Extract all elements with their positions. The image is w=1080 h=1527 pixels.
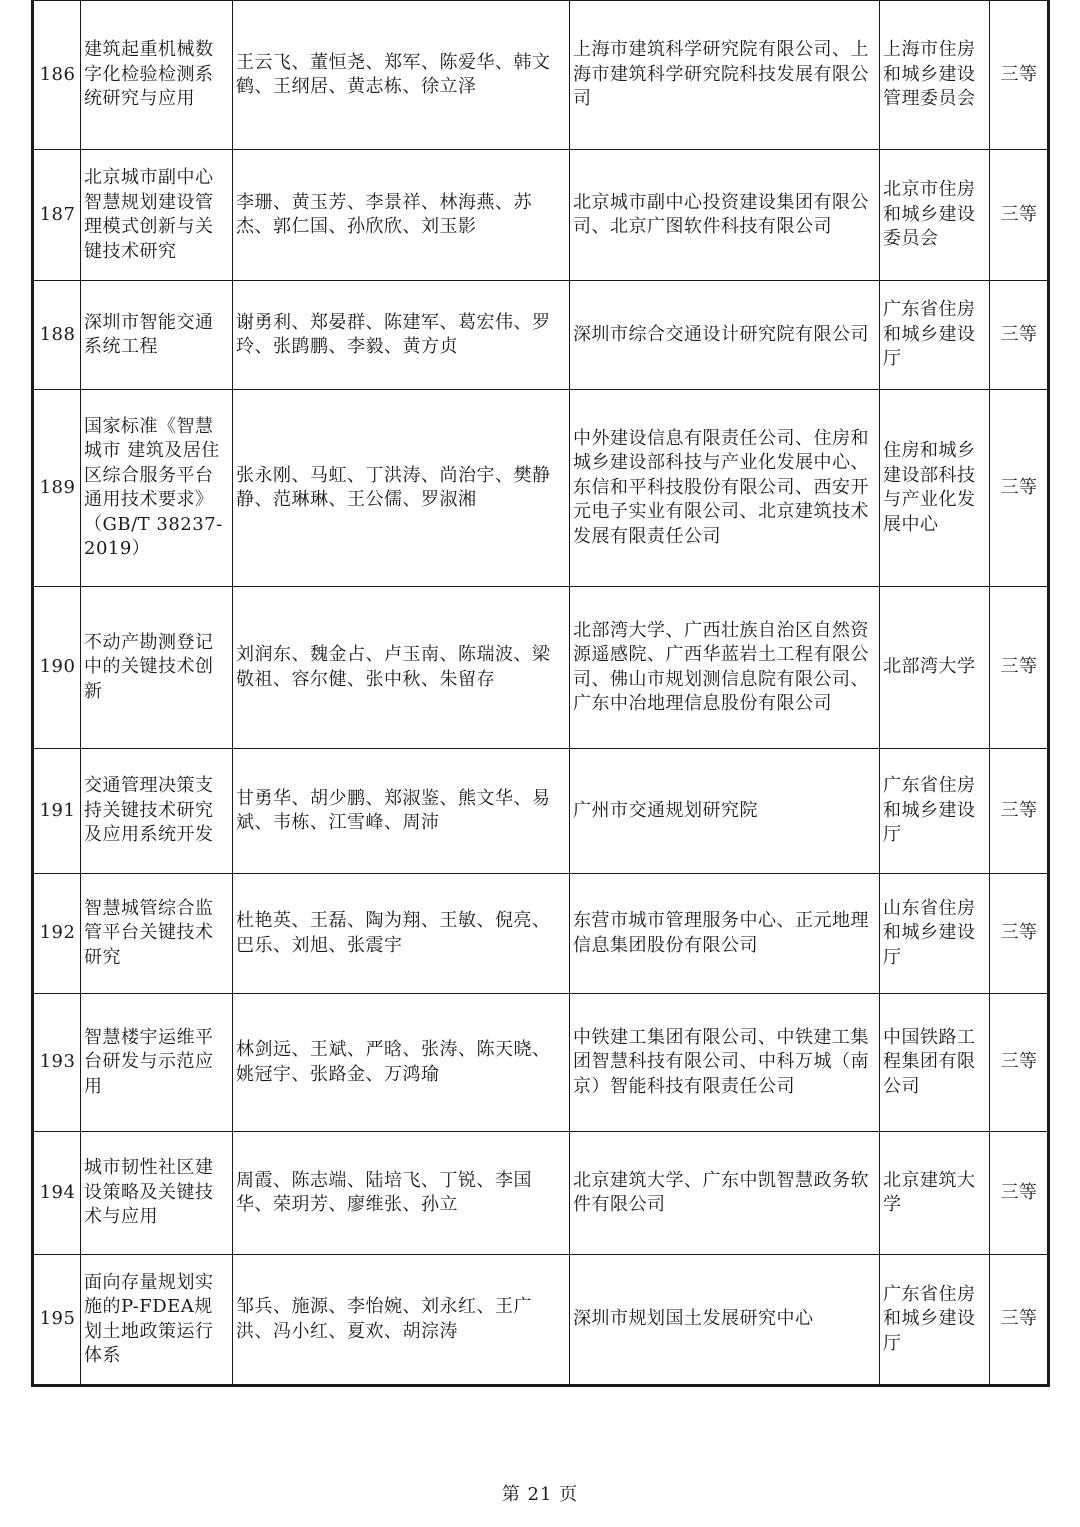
project-name: 不动产勘测登记中的关键技术创新: [81, 587, 233, 749]
main-contributors: 杜艳英、王磊、陶为翔、王敏、倪亮、巴乐、刘旭、张震宇: [233, 874, 570, 994]
award-grade: 三等: [990, 874, 1049, 994]
main-contributors: 王云飞、董恒尧、郑军、陈爱华、韩文鹤、王纲居、黄志栋、徐立泽: [233, 1, 570, 150]
main-contributors: 李珊、黄玉芳、李景祥、林海燕、苏杰、郭仁国、孙欣欣、刘玉影: [233, 150, 570, 281]
table-row: [33, 994, 1049, 1132]
award-grade: 三等: [990, 150, 1049, 281]
award-grade: 三等: [990, 1132, 1049, 1255]
row-number: 191: [33, 749, 81, 874]
main-contributors: 林剑远、王斌、严晗、张涛、陈天晓、姚冠宇、张路金、万鸿瑜: [233, 994, 570, 1132]
completing-units: 北部湾大学、广西壮族自治区自然资源遥感院、广西华蓝岩土工程有限公司、佛山市规划测信息院有限公司、广东中冶地理信息股份有限公司: [570, 587, 880, 749]
recommending-unit: 山东省住房和城乡建设厅: [880, 874, 990, 994]
recommending-unit: 北部湾大学: [880, 587, 990, 749]
table-row: [33, 1, 1049, 150]
completing-units: 北京建筑大学、广东中凯智慧政务软件有限公司: [570, 1132, 880, 1255]
recommending-unit: 北京建筑大学: [880, 1132, 990, 1255]
table-row: [33, 874, 1049, 994]
main-contributors: 张永刚、马虹、丁洪涛、尚治宇、樊静静、范琳琳、王公儒、罗淑湘: [233, 390, 570, 587]
project-name: 面向存量规划实施的P-FDEA规划土地政策运行体系: [81, 1255, 233, 1386]
completing-units: 深圳市综合交通设计研究院有限公司: [570, 281, 880, 390]
project-name: 建筑起重机械数字化检验检测系统研究与应用: [81, 1, 233, 150]
row-number: 194: [33, 1132, 81, 1255]
completing-units: 中外建设信息有限责任公司、住房和城乡建设部科技与产业化发展中心、东信和平科技股份有限公司、西安开元电子实业有限公司、北京建筑技术发展有限责任公司: [570, 390, 880, 587]
project-name: 城市韧性社区建设策略及关键技术与应用: [81, 1132, 233, 1255]
recommending-unit: 广东省住房和城乡建设厅: [880, 1255, 990, 1386]
award-grade: 三等: [990, 749, 1049, 874]
project-name: 国家标准《智慧城市 建筑及居住区综合服务平台通用技术要求》（GB/T 38237-2019）: [81, 390, 233, 587]
recommending-unit: 广东省住房和城乡建设厅: [880, 281, 990, 390]
project-name: 交通管理决策支持关键技术研究及应用系统开发: [81, 749, 233, 874]
row-number: 190: [33, 587, 81, 749]
award-grade: 三等: [990, 390, 1049, 587]
page-number: 第 21 页: [501, 1484, 579, 1505]
project-name: 智慧城管综合监管平台关键技术研究: [81, 874, 233, 994]
row-number: 193: [33, 994, 81, 1132]
awards-table: [31, 0, 1050, 1387]
table-row: [33, 281, 1049, 390]
row-number: 195: [33, 1255, 81, 1386]
completing-units: 中铁建工集团有限公司、中铁建工集团智慧科技有限公司、中科万城（南京）智能科技有限责任公司: [570, 994, 880, 1132]
recommending-unit: 北京市住房和城乡建设委员会: [880, 150, 990, 281]
main-contributors: 邹兵、施源、李怡婉、刘永红、王广洪、冯小红、夏欢、胡淙涛: [233, 1255, 570, 1386]
completing-units: 广州市交通规划研究院: [570, 749, 880, 874]
main-contributors: 谢勇利、郑晏群、陈建军、葛宏伟、罗玲、张鹍鹏、李毅、黄方贞: [233, 281, 570, 390]
recommending-unit: 上海市住房和城乡建设管理委员会: [880, 1, 990, 150]
table-row: [33, 749, 1049, 874]
recommending-unit: 广东省住房和城乡建设厅: [880, 749, 990, 874]
main-contributors: 甘勇华、胡少鹏、郑淑鉴、熊文华、易斌、韦栋、江雪峰、周沛: [233, 749, 570, 874]
award-grade: 三等: [990, 994, 1049, 1132]
award-grade: 三等: [990, 1, 1049, 150]
award-grade: 三等: [990, 587, 1049, 749]
completing-units: 北京城市副中心投资建设集团有限公司、北京广图软件科技有限公司: [570, 150, 880, 281]
award-grade: 三等: [990, 281, 1049, 390]
main-contributors: 刘润东、魏金占、卢玉南、陈瑞波、梁敬祖、容尔健、张中秋、朱留存: [233, 587, 570, 749]
main-contributors: 周霞、陈志端、陆培飞、丁锐、李国华、荣玥芳、廖维张、孙立: [233, 1132, 570, 1255]
project-name: 深圳市智能交通系统工程: [81, 281, 233, 390]
project-name: 智慧楼宇运维平台研发与示范应用: [81, 994, 233, 1132]
table-row: [33, 1132, 1049, 1255]
row-number: 188: [33, 281, 81, 390]
project-name: 北京城市副中心智慧规划建设管理模式创新与关键技术研究: [81, 150, 233, 281]
table-row: [33, 390, 1049, 587]
completing-units: 东营市城市管理服务中心、正元地理信息集团股份有限公司: [570, 874, 880, 994]
completing-units: 深圳市规划国土发展研究中心: [570, 1255, 880, 1386]
table-row: [33, 150, 1049, 281]
row-number: 192: [33, 874, 81, 994]
row-number: 186: [33, 1, 81, 150]
table-row: [33, 587, 1049, 749]
row-number: 187: [33, 150, 81, 281]
recommending-unit: 中国铁路工程集团有限公司: [880, 994, 990, 1132]
table-row: [33, 1255, 1049, 1386]
row-number: 189: [33, 390, 81, 587]
award-grade: 三等: [990, 1255, 1049, 1386]
recommending-unit: 住房和城乡建设部科技与产业化发展中心: [880, 390, 990, 587]
completing-units: 上海市建筑科学研究院有限公司、上海市建筑科学研究院科技发展有限公司: [570, 1, 880, 150]
